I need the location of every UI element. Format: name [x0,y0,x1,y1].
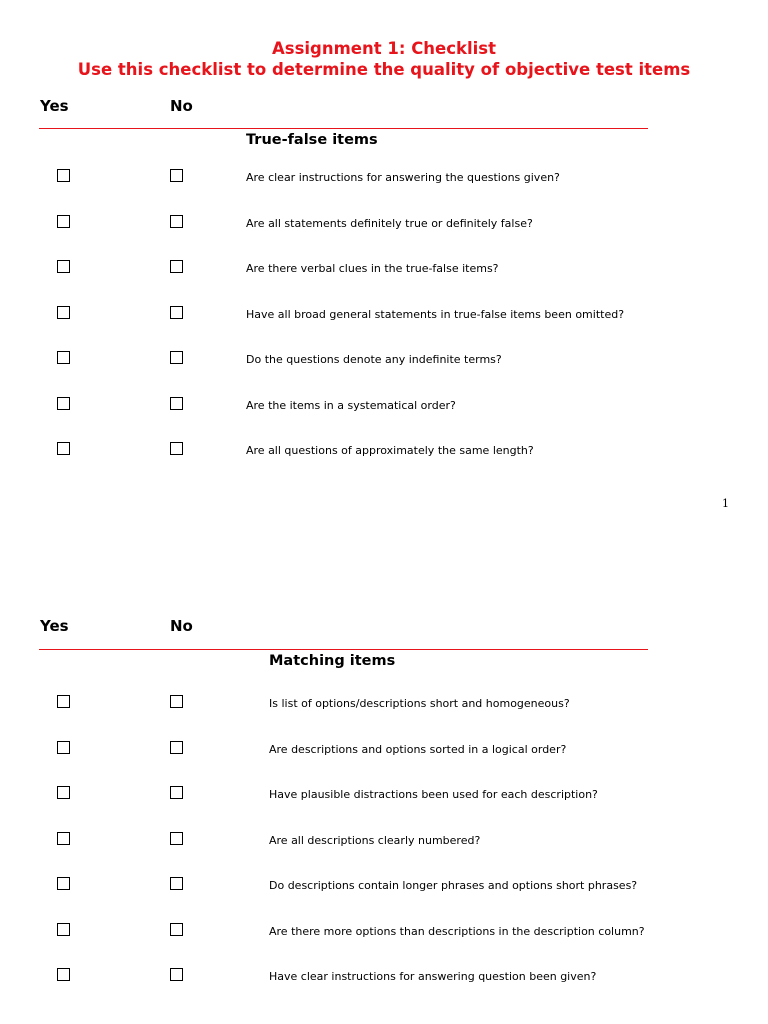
question-text: Have all broad general statements in true-false items been omitted? [246,307,625,321]
no-checkbox[interactable] [170,351,183,364]
checklist-row [0,442,768,462]
yes-checkbox[interactable] [57,877,70,890]
question-text: Are descriptions and options sorted in a logical order? [269,742,567,756]
question-text: Are there verbal clues in the true-false items? [246,262,499,275]
question-text: Do descriptions contain longer phrases and options short phrases? [269,879,638,892]
question-text: Are all statements definitely true or definitely false? [246,216,533,230]
yes-checkbox[interactable] [57,351,70,364]
checklist-row [0,306,768,326]
question-text: Have plausible distractions been used for each description? [269,788,598,801]
yes-checkbox[interactable] [57,215,70,228]
checklist-row [0,397,768,417]
section-title: True-false items [246,132,378,148]
section-divider [39,649,648,650]
no-checkbox[interactable] [170,442,183,455]
question-text: Are the items in a systematical order? [246,398,456,412]
section-title: Matching items [269,653,396,669]
checklist-row [0,877,768,897]
yes-checkbox[interactable] [57,786,70,799]
yes-checkbox[interactable] [57,442,70,455]
yes-checkbox[interactable] [57,968,70,981]
question-text: Are all questions of approximately the same length? [246,444,534,457]
checklist-row [0,741,768,761]
no-checkbox[interactable] [170,215,183,228]
checklist-row [0,968,768,988]
yes-checkbox[interactable] [57,832,70,845]
question-text: Is list of options/descriptions short and homogeneous? [269,697,570,710]
no-checkbox[interactable] [170,306,183,319]
question-text: Are there more options than descriptions in the description column? [269,924,645,938]
question-text: Do the questions denote any indefinite terms? [246,353,502,366]
checklist-row [0,215,768,235]
yes-checkbox[interactable] [57,741,70,754]
no-checkbox[interactable] [170,260,183,273]
checklist-row [0,923,768,943]
checklist-row [0,832,768,852]
yes-column-header: Yes [40,617,69,635]
checklist-row [0,169,768,189]
yes-column-header: Yes [40,97,69,115]
no-column-header: No [170,97,193,115]
question-text: Have clear instructions for answering question been given? [269,970,597,983]
no-checkbox[interactable] [170,169,183,182]
yes-checkbox[interactable] [57,695,70,708]
no-checkbox[interactable] [170,741,183,754]
no-checkbox[interactable] [170,832,183,845]
yes-checkbox[interactable] [57,397,70,410]
no-checkbox[interactable] [170,397,183,410]
yes-checkbox[interactable] [57,923,70,936]
checklist-row [0,351,768,371]
checklist-row [0,695,768,715]
page-number: 1 [722,497,729,510]
no-checkbox[interactable] [170,786,183,799]
checklist-row [0,260,768,280]
yes-checkbox[interactable] [57,260,70,273]
yes-checkbox[interactable] [57,169,70,182]
no-checkbox[interactable] [170,923,183,936]
document-title: Assignment 1: Checklist [271,39,497,58]
no-checkbox[interactable] [170,968,183,981]
question-text: Are all descriptions clearly numbered? [269,833,481,847]
question-text: Are clear instructions for answering the questions given? [246,171,560,184]
no-checkbox[interactable] [170,695,183,708]
no-column-header: No [170,617,193,635]
yes-checkbox[interactable] [57,306,70,319]
document-subtitle: Use this checklist to determine the quality of objective test items [77,60,691,79]
no-checkbox[interactable] [170,877,183,890]
checklist-row [0,786,768,806]
section-divider [39,128,648,129]
